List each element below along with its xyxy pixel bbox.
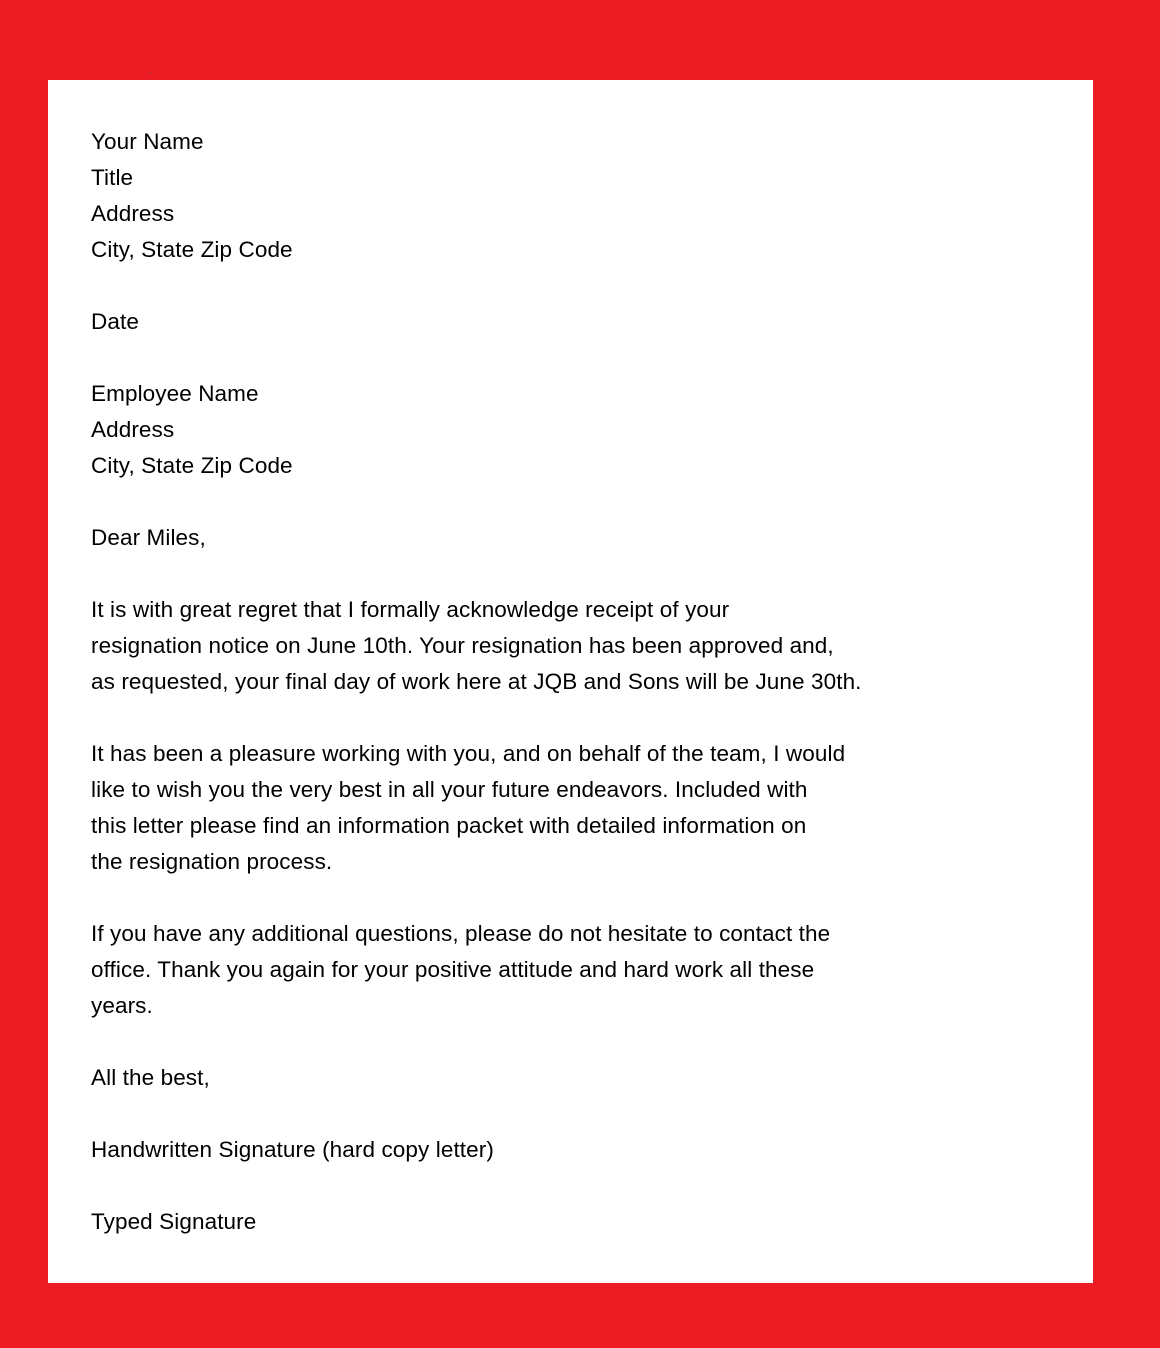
letter-page <box>48 80 1093 1283</box>
spacer <box>91 700 1011 736</box>
sender-city-state-zip: City, State Zip Code <box>91 237 293 262</box>
body-paragraph-2 <box>91 736 1011 880</box>
sender-title: Title <box>91 165 134 190</box>
spacer <box>91 1096 1011 1132</box>
spacer <box>91 484 1011 520</box>
spacer <box>91 556 1011 592</box>
spacer <box>91 1168 1011 1204</box>
body-paragraph-1 <box>91 592 1011 700</box>
spacer <box>91 880 1011 916</box>
letter-content <box>91 124 1011 1240</box>
paragraph-line: If you have any additional questions, please do not hesitate to contact the <box>91 921 831 946</box>
letter-date: Date <box>91 309 139 334</box>
paragraph-line: It has been a pleasure working with you, and on behalf of the team, I would <box>91 741 846 766</box>
recipient-city-state-zip: City, State Zip Code <box>91 453 293 478</box>
recipient-name: Employee Name <box>91 381 259 406</box>
paragraph-line: years. <box>91 993 153 1018</box>
paragraph-line: It is with great regret that I formally acknowledge receipt of your <box>91 597 730 622</box>
spacer <box>91 1024 1011 1060</box>
body-paragraph-3 <box>91 916 1011 1024</box>
sender-name: Your Name <box>91 129 204 154</box>
paragraph-line: this letter please find an information packet with detailed information on <box>91 813 807 838</box>
stray-pixel <box>149 72 150 73</box>
paragraph-line: office. Thank you again for your positive attitude and hard work all these <box>91 957 815 982</box>
paragraph-line: the resignation process. <box>91 849 333 874</box>
recipient-block <box>91 376 1011 484</box>
sender-block <box>91 124 1011 268</box>
recipient-address: Address <box>91 417 175 442</box>
paragraph-line: resignation notice on June 10th. Your resignation has been approved and, <box>91 633 834 658</box>
typed-signature: Typed Signature <box>91 1209 257 1234</box>
handwritten-signature: Handwritten Signature (hard copy letter) <box>91 1137 494 1162</box>
spacer <box>91 340 1011 376</box>
paragraph-line: as requested, your final day of work here at JQB and Sons will be June 30th. <box>91 669 862 694</box>
spacer <box>91 268 1011 304</box>
salutation: Dear Miles, <box>91 525 206 550</box>
sender-address: Address <box>91 201 175 226</box>
closing: All the best, <box>91 1065 210 1090</box>
paragraph-line: like to wish you the very best in all your future endeavors. Included with <box>91 777 808 802</box>
